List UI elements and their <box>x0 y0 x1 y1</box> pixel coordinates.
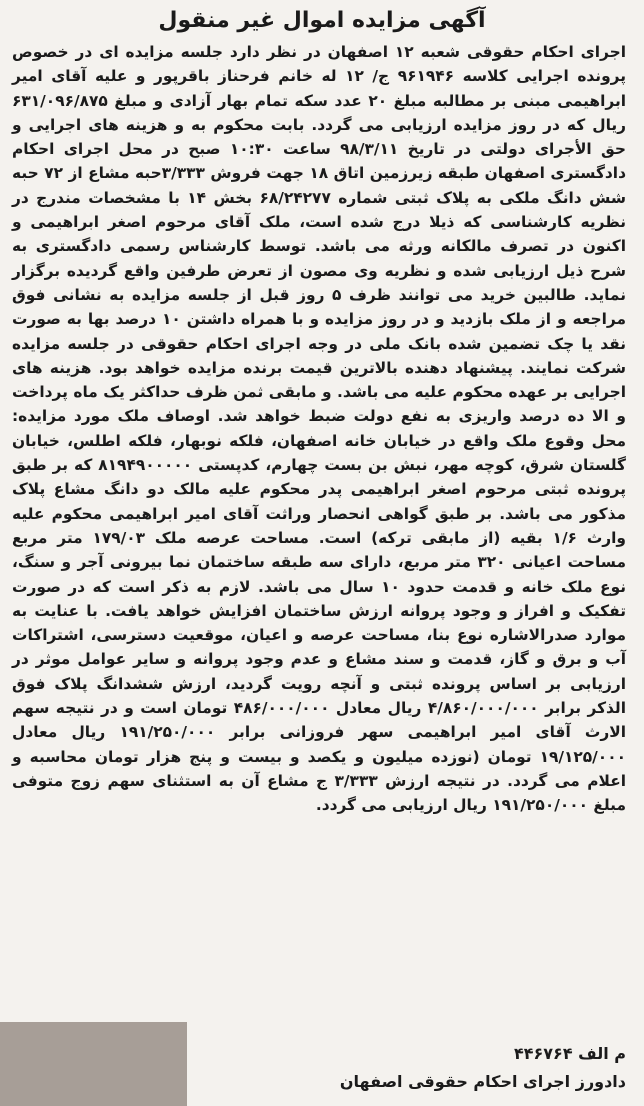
notice-title: آگهی مزایده اموال غیر منقول <box>158 8 486 33</box>
notice-body: اجرای احکام حقوقی شعبه ۱۲ اصفهان در نظر دارد جلسه مزایده ای در خصوص پرونده اجرایی کلاسه ۹۶۱۹۴۶ ج/ ۱۲ له خانم فرحناز باقرپور و علیه آقای امیر ابراهیمی مبنی بر مطالبه مبلغ ۲۰ عدد سکه تمام بهار آزادی و مبلغ ۶۳۱/۰۹۶/۸۷۵ ریال که در روز مزایده ارزیابی می گردد. بابت محکوم به و هزینه های اجرایی و حق الأجرای دولتی در تاریخ ۹۸/۳/۱۱ ساعت ۱۰:۳۰ صبح در محل اجرای احکام دادگستری اصفهان طبقه زیرزمین اتاق ۱۸ جهت فروش ۳/۳۳۳حبه مشاع از ۷۲ حبه شش دانگ ملکی به پلاک ثبتی شماره ۶۸/۲۴۲۷۷ بخش ۱۴ با مشخصات مندرج در نظریه کارشناسی که ذیلا درج شده است، ملک آقای مرحوم اصغر ابراهیمی و اکنون در تصرف مالکانه ورثه می باشد. توسط کارشناس رسمی دادگستری به شرح ذیل ارزیابی شده و نظریه وی مصون از تعرض طرفین واقع گردیده برگزار نماید. طالبین خرید می توانند ظرف ۵ روز قبل از جلسه مزایده به نشانی فوق مراجعه و از ملک بازدید و در روز مزایده و با همراه داشتن ۱۰ درصد بها به صورت نقد یا چک تضمین شده بانک ملی در وجه اجرای احکام حقوقی در جلسه مزایده شرکت نمایند. پیشنهاد دهنده بالاترین قیمت برنده مزایده خواهد بود. هزینه های اجرایی بر عهده محکوم علیه می باشد. و مابقی ثمن ظرف حداکثر یک ماه پرداخت و الا ده درصد واریزی به نفع دولت ضبط خواهد شد. اوصاف ملک مورد مزایده: محل وقوع ملک واقع در خیابان خانه اصفهان، فلکه نوبهار، فلکه اطلس، خیابان گلستان شرق، کوچه مهر، نبش بن بست چهارم، کدپستی ۸۱۹۴۹۰۰۰۰۰ که بر طبق پرونده ثبتی مرحوم اصغر ابراهیمی پدر محکوم علیه مالک دو دانگ مشاع پلاک مذکور می باشد. بر طبق گواهی انحصار وراثت آقای امیر ابراهیمی محکوم علیه وارث ۱/۶ بقیه (از مابقی ترکه) است. مساحت عرصه ملک ۱۷۹/۰۳ متر مربع مساحت اعیانی ۳۲۰ متر مربع، دارای سه طبقه ساختمان نما بیرونی آجر و سنگ، نوع ملک خانه و قدمت حدود ۱۰ سال می باشد. لازم به ذکر است که در صورت تفکیک و افراز و وجود پروانه ارزش ساختمان افزایش خواهد یافت. با عنایت به موارد صدرالاشاره نوع بنا، مساحت عرصه و اعیان، موقعیت دسترسی، اشتراکات آب و برق و گاز، قدمت و سند مشاع و عدم وجود پروانه و سایر عوامل موثر در ارزیابی بر اساس پرونده ثبتی و آنچه رویت گردید، ارزش ششدانگ پلاک فوق الذکر برابر ۴/۸۶۰/۰۰۰/۰۰۰ ریال معادل ۴۸۶/۰۰۰/۰۰۰ تومان است و در نتیجه سهم الارث آقای امیر ابراهیمی سهر فروزانی برابر ۱۹۱/۲۵۰/۰۰۰ ریال معادل ۱۹/۱۲۵/۰۰۰ تومان (نوزده میلیون و یکصد و بیست و پنج هزار تومان محاسبه و اعلام می گردد. در نتیجه ارزش ۳/۳۳۳ ج مشاع آن به استثنای سهم زوج متوفی مبلغ ۱۹۱/۲۵۰/۰۰۰ ریال ارزیابی می گردد. <box>12 43 627 815</box>
background-corner <box>0 1022 187 1106</box>
reference-number: م الف ۴۴۶۷۶۴ <box>513 1044 626 1063</box>
signature-line: دادورز اجرای احکام حقوقی اصفهان <box>339 1072 626 1091</box>
notice-footer <box>190 1040 626 1096</box>
